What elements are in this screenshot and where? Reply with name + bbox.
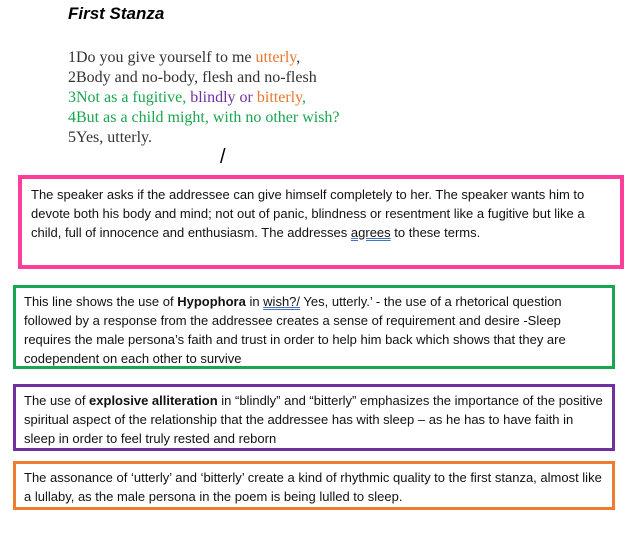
- annotation-box-purple: [13, 384, 615, 451]
- annotation-box-pink: [18, 175, 624, 269]
- purple-text-b: in “blindly” and “bitterly” emphasizes the importance of the positive spiritual aspect of the relationship that the addressee has with sleep – as he has to have faith in sleep in order to feel truly rested and reborn: [24, 393, 603, 446]
- poem-line-2: 2Body and no-body, flesh and no-flesh: [68, 69, 317, 86]
- poem-line-1-text: 1Do you give yourself to me: [68, 49, 256, 66]
- poem-stanza: [68, 48, 340, 148]
- annotation-box-orange: [13, 461, 615, 510]
- pink-word-agrees: agrees: [350, 225, 391, 240]
- annotation-box-green: [13, 285, 615, 369]
- poem-line-1-comma: ,: [296, 49, 301, 66]
- word-or: or: [235, 89, 257, 106]
- word-bitterly: bitterly: [256, 89, 303, 106]
- purple-text-a: The use of: [24, 393, 90, 408]
- green-text-c: Yes, utterly.’ - the use of a rhetorical question followed by a response from the addressee creates a sense of requirement and desire -Sleep requires the male persona’s faith and trust in order to help him back which shows that they are codependent on each other to survive: [24, 294, 566, 366]
- poem-line-3: [68, 88, 340, 108]
- pink-text-c: to these terms.: [390, 225, 481, 240]
- slash-mark: /: [220, 146, 226, 168]
- poem-line-3-comma: ,: [302, 89, 307, 106]
- poem-line-5: 5Yes, utterly.: [68, 129, 153, 146]
- green-text-a: This line shows the use of: [24, 294, 178, 309]
- poem-line-4: 4But as a child might, with no other wish?: [68, 109, 340, 126]
- poem-line-3-text: 3Not as a fugitive,: [68, 89, 191, 106]
- green-underlined-wish: wish?/: [263, 294, 301, 309]
- orange-text: The assonance of ‘utterly’ and ‘bitterly’ create a kind of rhythmic quality to the first stanza, almost like a lullaby, as the male persona in the poem is being lulled to sleep.: [24, 470, 602, 504]
- pink-text-a: The speaker asks if the addressee can give himself completely to her. The speaker wants him to devote both his body and mind; not out of panic, blindness or resentment like a fugitive but like a child, full of innocence and enthusiasm. The addresses: [31, 187, 585, 240]
- stanza-heading: First Stanza: [68, 4, 165, 23]
- poem-line-1: [68, 48, 340, 68]
- green-text-b: in: [245, 294, 264, 309]
- purple-bold-alliteration: explosive alliteration: [89, 393, 218, 408]
- word-utterly: utterly: [255, 49, 297, 66]
- green-bold-hypophora: Hypophora: [177, 294, 246, 309]
- word-blindly: blindly: [190, 89, 236, 106]
